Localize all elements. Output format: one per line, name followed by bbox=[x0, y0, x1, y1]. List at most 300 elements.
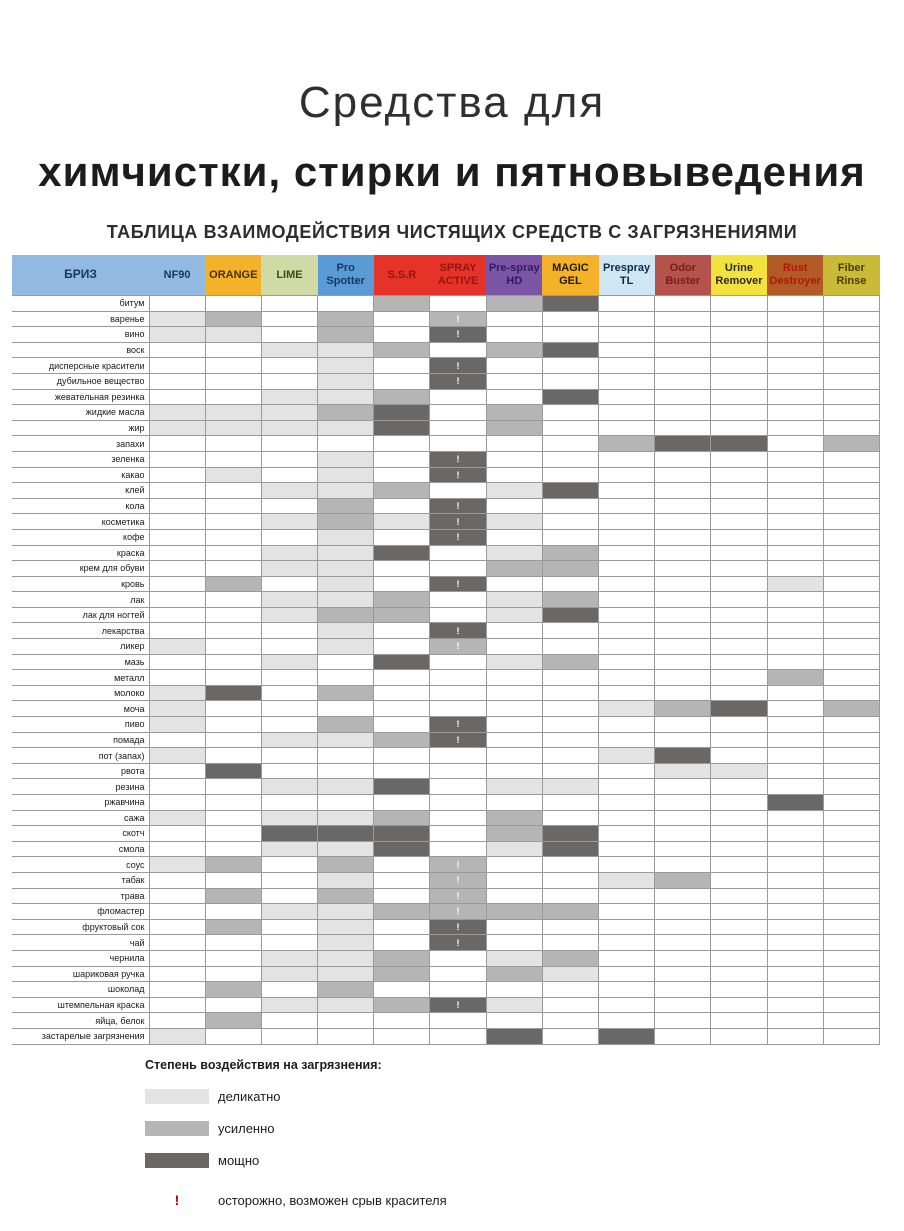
table-cell bbox=[767, 327, 823, 343]
table-cell bbox=[655, 405, 711, 421]
table-cell bbox=[767, 420, 823, 436]
table-cell bbox=[149, 888, 205, 904]
table-cell bbox=[149, 623, 205, 639]
table-cell bbox=[318, 904, 374, 920]
row-label: воск bbox=[12, 342, 149, 358]
table-cell bbox=[486, 701, 542, 717]
table-cell bbox=[205, 358, 261, 374]
table-cell bbox=[318, 483, 374, 499]
table-cell bbox=[430, 514, 486, 530]
table-cell bbox=[374, 529, 430, 545]
table-cell bbox=[430, 561, 486, 577]
table-cell bbox=[542, 717, 598, 733]
table-cell bbox=[823, 857, 879, 873]
table-cell bbox=[149, 670, 205, 686]
table-cell bbox=[823, 717, 879, 733]
table-cell bbox=[205, 670, 261, 686]
table-cell bbox=[149, 904, 205, 920]
table-cell bbox=[374, 592, 430, 608]
table-cell bbox=[149, 420, 205, 436]
table-cell bbox=[486, 623, 542, 639]
table-cell bbox=[711, 857, 767, 873]
table-cell bbox=[149, 919, 205, 935]
table-cell bbox=[261, 498, 317, 514]
table-cell bbox=[767, 966, 823, 982]
table-cell bbox=[261, 685, 317, 701]
table-cell bbox=[767, 358, 823, 374]
table-cell bbox=[542, 857, 598, 873]
row-label: кровь bbox=[12, 576, 149, 592]
table-cell bbox=[205, 529, 261, 545]
table-cell bbox=[486, 592, 542, 608]
table-cell bbox=[711, 763, 767, 779]
table-cell bbox=[542, 296, 598, 312]
table-cell bbox=[430, 451, 486, 467]
table-cell bbox=[711, 935, 767, 951]
table-cell bbox=[767, 997, 823, 1013]
table-cell bbox=[430, 904, 486, 920]
table-cell bbox=[486, 483, 542, 499]
table-cell bbox=[711, 1013, 767, 1029]
table-cell bbox=[205, 592, 261, 608]
table-cell bbox=[486, 826, 542, 842]
row-label: крем для обуви bbox=[12, 561, 149, 577]
table-cell bbox=[430, 405, 486, 421]
table-cell bbox=[823, 810, 879, 826]
table-cell bbox=[318, 919, 374, 935]
table-cell bbox=[205, 296, 261, 312]
table-cell bbox=[374, 982, 430, 998]
table-cell bbox=[767, 904, 823, 920]
legend-item bbox=[145, 1089, 745, 1104]
table-cell bbox=[655, 841, 711, 857]
table-row bbox=[12, 670, 880, 686]
table-cell bbox=[374, 342, 430, 358]
table-cell bbox=[599, 919, 655, 935]
table-cell bbox=[261, 904, 317, 920]
table-cell bbox=[542, 451, 598, 467]
table-cell bbox=[430, 342, 486, 358]
table-cell bbox=[599, 717, 655, 733]
table-cell bbox=[205, 748, 261, 764]
table-cell bbox=[542, 779, 598, 795]
table-cell bbox=[486, 872, 542, 888]
table-cell bbox=[711, 296, 767, 312]
table-cell bbox=[599, 592, 655, 608]
table-cell bbox=[261, 420, 317, 436]
table-cell bbox=[149, 857, 205, 873]
table-cell bbox=[486, 467, 542, 483]
table-cell bbox=[149, 763, 205, 779]
table-cell bbox=[599, 966, 655, 982]
table-cell bbox=[711, 576, 767, 592]
table-cell bbox=[374, 639, 430, 655]
table-cell bbox=[430, 296, 486, 312]
table-cell bbox=[542, 685, 598, 701]
row-label: лак bbox=[12, 592, 149, 608]
row-label: ликер bbox=[12, 639, 149, 655]
table-cell bbox=[318, 654, 374, 670]
table-cell bbox=[767, 935, 823, 951]
column-header: Odor Buster bbox=[655, 255, 711, 296]
table-cell bbox=[823, 950, 879, 966]
column-header: S.S.R bbox=[374, 255, 430, 296]
table-row bbox=[12, 982, 880, 998]
table-cell bbox=[655, 685, 711, 701]
table-cell bbox=[767, 545, 823, 561]
table-cell bbox=[149, 779, 205, 795]
table-cell bbox=[149, 872, 205, 888]
table-cell bbox=[430, 888, 486, 904]
table-cell bbox=[318, 576, 374, 592]
table-cell bbox=[318, 670, 374, 686]
row-label: смола bbox=[12, 841, 149, 857]
table-cell bbox=[205, 841, 261, 857]
row-label: зеленка bbox=[12, 451, 149, 467]
table-cell bbox=[655, 763, 711, 779]
table-cell bbox=[318, 327, 374, 343]
table-cell bbox=[486, 748, 542, 764]
table-cell bbox=[318, 872, 374, 888]
column-header: ORANGE bbox=[205, 255, 261, 296]
table-cell bbox=[655, 748, 711, 764]
table-cell bbox=[149, 732, 205, 748]
table-cell bbox=[374, 1013, 430, 1029]
table-cell bbox=[149, 436, 205, 452]
table-cell bbox=[542, 623, 598, 639]
table-cell bbox=[374, 389, 430, 405]
table-row bbox=[12, 888, 880, 904]
table-cell bbox=[599, 935, 655, 951]
table-cell bbox=[655, 296, 711, 312]
table-cell bbox=[149, 795, 205, 811]
row-label: молоко bbox=[12, 685, 149, 701]
table-row bbox=[12, 1013, 880, 1029]
table-cell bbox=[599, 982, 655, 998]
table-cell bbox=[205, 935, 261, 951]
table-cell bbox=[261, 529, 317, 545]
table-cell bbox=[374, 888, 430, 904]
table-cell bbox=[486, 342, 542, 358]
table-cell bbox=[430, 358, 486, 374]
table-cell bbox=[823, 327, 879, 343]
table-row bbox=[12, 342, 880, 358]
table-cell bbox=[149, 748, 205, 764]
table-cell bbox=[823, 982, 879, 998]
table-cell bbox=[711, 982, 767, 998]
row-label: шариковая ручка bbox=[12, 966, 149, 982]
row-label: моча bbox=[12, 701, 149, 717]
table-cell bbox=[318, 389, 374, 405]
table-cell bbox=[767, 748, 823, 764]
table-cell bbox=[823, 732, 879, 748]
table-cell bbox=[149, 982, 205, 998]
table-cell bbox=[542, 982, 598, 998]
table-cell bbox=[711, 529, 767, 545]
table-head bbox=[12, 255, 880, 296]
legend-swatch bbox=[145, 1153, 209, 1168]
table-cell bbox=[205, 639, 261, 655]
table-cell bbox=[599, 389, 655, 405]
table-cell bbox=[149, 529, 205, 545]
table-cell bbox=[542, 311, 598, 327]
table-cell bbox=[655, 1028, 711, 1044]
row-label: чернила bbox=[12, 950, 149, 966]
table-cell bbox=[318, 826, 374, 842]
table-cell bbox=[542, 436, 598, 452]
table-cell bbox=[599, 810, 655, 826]
table-cell bbox=[542, 342, 598, 358]
table-cell bbox=[261, 405, 317, 421]
table-cell bbox=[599, 685, 655, 701]
table-cell bbox=[711, 654, 767, 670]
legend-items bbox=[145, 1089, 745, 1168]
table-cell bbox=[430, 935, 486, 951]
table-cell bbox=[823, 561, 879, 577]
table-cell bbox=[205, 654, 261, 670]
table-cell bbox=[430, 950, 486, 966]
table-cell bbox=[205, 763, 261, 779]
table-cell bbox=[149, 342, 205, 358]
table-subtitle: ТАБЛИЦА ВЗАИМОДЕЙСТВИЯ ЧИСТЯЩИХ СРЕДСТВ С ЗАГРЯЗНЕНИЯМИ bbox=[106, 222, 798, 242]
table-cell bbox=[205, 1013, 261, 1029]
caution-mark: ! bbox=[456, 578, 460, 589]
table-cell bbox=[655, 701, 711, 717]
table-cell bbox=[205, 950, 261, 966]
table-cell bbox=[149, 545, 205, 561]
table-cell bbox=[205, 779, 261, 795]
table-cell bbox=[599, 857, 655, 873]
caution-mark: ! bbox=[456, 454, 460, 465]
caution-mark: ! bbox=[456, 1000, 460, 1011]
table-cell bbox=[542, 561, 598, 577]
table-row bbox=[12, 327, 880, 343]
table-cell bbox=[599, 561, 655, 577]
table-cell bbox=[823, 685, 879, 701]
table-cell bbox=[655, 717, 711, 733]
caution-mark: ! bbox=[456, 329, 460, 340]
table-cell bbox=[430, 795, 486, 811]
table-cell bbox=[823, 498, 879, 514]
table-cell bbox=[599, 748, 655, 764]
table-cell bbox=[261, 311, 317, 327]
table-cell bbox=[599, 654, 655, 670]
row-label: дисперсные красители bbox=[12, 358, 149, 374]
table-cell bbox=[711, 841, 767, 857]
table-cell bbox=[542, 810, 598, 826]
table-cell bbox=[823, 872, 879, 888]
table-cell bbox=[767, 389, 823, 405]
caution-mark: ! bbox=[456, 719, 460, 730]
table-cell bbox=[655, 389, 711, 405]
table-row bbox=[12, 623, 880, 639]
table-cell bbox=[599, 841, 655, 857]
table-cell bbox=[823, 919, 879, 935]
table-cell bbox=[374, 514, 430, 530]
table-cell bbox=[655, 966, 711, 982]
table-cell bbox=[430, 1028, 486, 1044]
table-cell bbox=[261, 576, 317, 592]
table-cell bbox=[318, 935, 374, 951]
table-cell bbox=[486, 514, 542, 530]
table-cell bbox=[486, 358, 542, 374]
table-cell bbox=[318, 545, 374, 561]
table-cell bbox=[261, 373, 317, 389]
table-cell bbox=[149, 327, 205, 343]
table-cell bbox=[205, 420, 261, 436]
table-cell bbox=[767, 529, 823, 545]
table-cell bbox=[711, 872, 767, 888]
table-cell bbox=[205, 498, 261, 514]
table-cell bbox=[711, 420, 767, 436]
row-label: клей bbox=[12, 483, 149, 499]
table-cell bbox=[486, 576, 542, 592]
table-cell bbox=[542, 420, 598, 436]
table-cell bbox=[767, 795, 823, 811]
table-row bbox=[12, 373, 880, 389]
row-label: битум bbox=[12, 296, 149, 312]
table-cell bbox=[542, 327, 598, 343]
table-cell bbox=[542, 732, 598, 748]
table-cell bbox=[711, 826, 767, 842]
row-label: резина bbox=[12, 779, 149, 795]
table-cell bbox=[542, 826, 598, 842]
row-label: варенье bbox=[12, 311, 149, 327]
table-cell bbox=[149, 810, 205, 826]
table-cell bbox=[261, 436, 317, 452]
table-cell bbox=[205, 857, 261, 873]
table-cell bbox=[318, 514, 374, 530]
table-cell bbox=[149, 607, 205, 623]
table-cell bbox=[767, 623, 823, 639]
table-cell bbox=[430, 623, 486, 639]
table-cell bbox=[711, 997, 767, 1013]
table-cell bbox=[823, 296, 879, 312]
table-cell bbox=[149, 639, 205, 655]
table-row bbox=[12, 919, 880, 935]
row-label: запахи bbox=[12, 436, 149, 452]
table-cell bbox=[430, 826, 486, 842]
table-cell bbox=[542, 514, 598, 530]
table-cell bbox=[149, 841, 205, 857]
table-cell bbox=[823, 420, 879, 436]
table-cell bbox=[767, 950, 823, 966]
table-cell bbox=[261, 467, 317, 483]
table-cell bbox=[205, 982, 261, 998]
table-cell bbox=[823, 841, 879, 857]
table-cell bbox=[599, 467, 655, 483]
table-cell bbox=[486, 639, 542, 655]
table-cell bbox=[486, 436, 542, 452]
table-cell bbox=[261, 670, 317, 686]
table-cell bbox=[149, 296, 205, 312]
table-cell bbox=[205, 436, 261, 452]
row-label: застарелые загрязнения bbox=[12, 1028, 149, 1044]
table-cell bbox=[599, 420, 655, 436]
table-cell bbox=[374, 701, 430, 717]
table-cell bbox=[599, 358, 655, 374]
table-cell bbox=[767, 514, 823, 530]
table-cell bbox=[711, 685, 767, 701]
table-cell bbox=[149, 950, 205, 966]
table-row bbox=[12, 872, 880, 888]
table-cell bbox=[149, 1028, 205, 1044]
table-cell bbox=[374, 826, 430, 842]
table-cell bbox=[767, 685, 823, 701]
table-cell bbox=[542, 529, 598, 545]
table-cell bbox=[318, 607, 374, 623]
table-cell bbox=[711, 701, 767, 717]
table-cell bbox=[486, 795, 542, 811]
table-cell bbox=[430, 529, 486, 545]
table-cell bbox=[318, 592, 374, 608]
table-cell bbox=[486, 732, 542, 748]
table-cell bbox=[205, 373, 261, 389]
table-cell bbox=[823, 436, 879, 452]
table-cell bbox=[711, 717, 767, 733]
table-cell bbox=[430, 841, 486, 857]
legend-warning-row bbox=[145, 1192, 745, 1208]
table-cell bbox=[374, 685, 430, 701]
table-cell bbox=[261, 483, 317, 499]
table-cell bbox=[655, 639, 711, 655]
table-cell bbox=[767, 919, 823, 935]
table-cell bbox=[261, 592, 317, 608]
table-cell bbox=[205, 888, 261, 904]
table-cell bbox=[655, 919, 711, 935]
row-label: штемпельная краска bbox=[12, 997, 149, 1013]
row-label: трава bbox=[12, 888, 149, 904]
table-cell bbox=[318, 950, 374, 966]
table-cell bbox=[823, 451, 879, 467]
table-cell bbox=[374, 717, 430, 733]
table-cell bbox=[655, 810, 711, 826]
table-cell bbox=[261, 919, 317, 935]
table-cell bbox=[261, 717, 317, 733]
row-label: косметика bbox=[12, 514, 149, 530]
table-cell bbox=[711, 514, 767, 530]
table-cell bbox=[599, 483, 655, 499]
table-cell bbox=[542, 405, 598, 421]
legend-title: Степень воздействия на загрязнения: bbox=[145, 1058, 382, 1072]
page-title-line1: Средства для bbox=[298, 78, 606, 127]
table-cell bbox=[711, 904, 767, 920]
table-row bbox=[12, 810, 880, 826]
table-cell bbox=[261, 342, 317, 358]
table-cell bbox=[261, 810, 317, 826]
table-cell bbox=[261, 545, 317, 561]
table-cell bbox=[486, 857, 542, 873]
table-row bbox=[12, 904, 880, 920]
table-row bbox=[12, 966, 880, 982]
brand-header-cell: БРИЗ bbox=[12, 255, 149, 296]
table-cell bbox=[486, 982, 542, 998]
table-cell bbox=[318, 982, 374, 998]
table-cell bbox=[542, 373, 598, 389]
table-cell bbox=[374, 732, 430, 748]
table-cell bbox=[599, 311, 655, 327]
interaction-table bbox=[12, 255, 880, 1045]
table-cell bbox=[430, 701, 486, 717]
table-cell bbox=[823, 529, 879, 545]
row-label: металл bbox=[12, 670, 149, 686]
table-cell bbox=[711, 670, 767, 686]
column-header: SPRAY ACTIVE bbox=[430, 255, 486, 296]
table-cell bbox=[655, 623, 711, 639]
table-cell bbox=[149, 483, 205, 499]
table-row bbox=[12, 748, 880, 764]
table-cell bbox=[318, 685, 374, 701]
